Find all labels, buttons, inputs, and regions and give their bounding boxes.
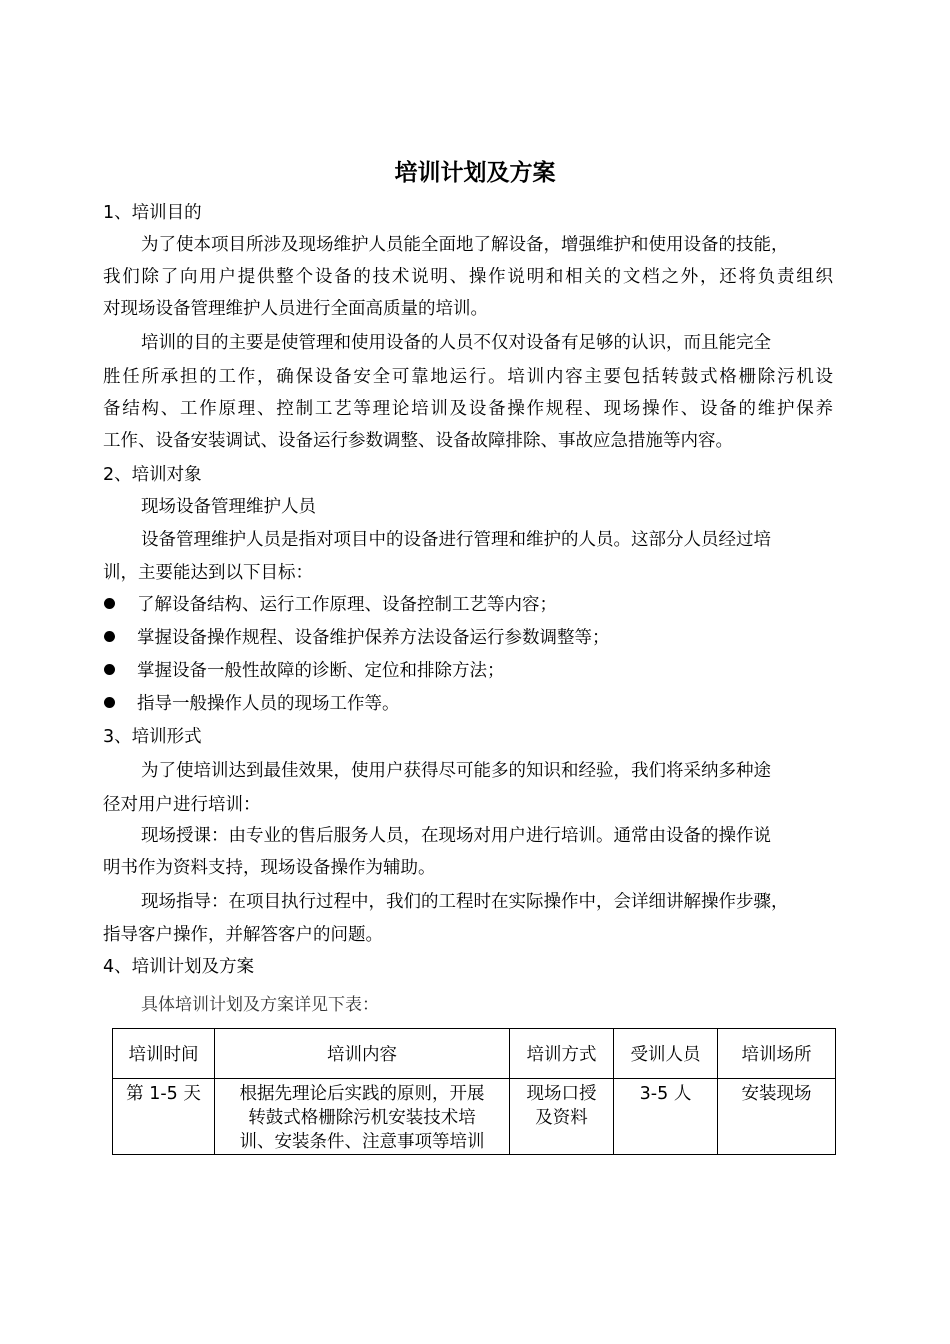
paragraph-line: 现场指导：在项目执行过程中，我们的工程时在实际操作中，会详细讲解操作步骤， (141, 892, 789, 912)
bullet-text: 掌握设备操作规程、设备维护保养方法设备运行参数调整等； (137, 628, 610, 648)
bullet-text: 指导一般操作人员的现场工作等。 (137, 694, 400, 714)
paragraph-line: 设备管理维护人员是指对项目中的设备进行管理和维护的人员。这部分人员经过培 (141, 530, 771, 550)
bullet-item (103, 655, 505, 687)
bullet-icon (104, 664, 115, 675)
bullet-item (103, 688, 400, 720)
bullet-text: 掌握设备一般性故障的诊断、定位和排除方法； (137, 661, 505, 681)
table-note: 具体培训计划及方案详见下表： (141, 995, 379, 1015)
header-method: 培训方式 (510, 1029, 614, 1079)
table-header-row (113, 1029, 836, 1079)
cell-content-line: 转鼓式格栅除污机安装技术培 (248, 1108, 476, 1128)
cell-place: 安装现场 (718, 1079, 836, 1155)
paragraph-line: 训，主要能达到以下目标： (103, 563, 313, 583)
cell-time: 第 1-5 天 (113, 1079, 215, 1155)
bullet-item (103, 622, 610, 654)
paragraph-line: 现场设备管理维护人员 (141, 497, 316, 517)
cell-people: 3-5 人 (614, 1079, 718, 1155)
header-people: 受训人员 (614, 1029, 718, 1079)
page-title: 培训计划及方案 (394, 159, 556, 186)
paragraph-line: 我们除了向用户提供整个设备的技术说明、操作说明和相关的文档之外，还将负责组织 (103, 267, 833, 287)
section-heading-2: 2、培训对象 (103, 465, 202, 485)
training-plan-table (112, 1028, 836, 1155)
section-heading-4: 4、培训计划及方案 (103, 957, 255, 977)
paragraph-line: 明书作为资料支持，现场设备操作为辅助。 (103, 858, 436, 878)
section-heading-1: 1、培训目的 (103, 203, 202, 223)
paragraph-line: 备结构、工作原理、控制工艺等理论培训及设备操作规程、现场操作、设备的维护保养 (103, 399, 833, 419)
paragraph-line: 对现场设备管理维护人员进行全面高质量的培训。 (103, 299, 488, 319)
bullet-icon (104, 631, 115, 642)
cell-method (510, 1079, 614, 1155)
header-place: 培训场所 (718, 1029, 836, 1079)
header-time: 培训时间 (113, 1029, 215, 1079)
section-heading-3: 3、培训形式 (103, 727, 202, 747)
cell-content-line: 训、安装条件、注意事项等培训 (239, 1132, 485, 1152)
bullet-text: 了解设备结构、运行工作原理、设备控制工艺等内容； (137, 595, 557, 615)
cell-content (215, 1079, 510, 1155)
cell-content-line: 根据先理论后实践的原则，开展 (239, 1084, 485, 1104)
bullet-icon (104, 697, 115, 708)
paragraph-line: 为了使培训达到最佳效果，使用户获得尽可能多的知识和经验，我们将采纳多种途 (141, 761, 771, 781)
bullet-item (103, 589, 557, 621)
paragraph-line: 径对用户进行培训： (103, 795, 261, 815)
cell-method-line: 及资料 (535, 1108, 588, 1128)
paragraph-line: 培训的目的主要是使管理和使用设备的人员不仅对设备有足够的认识，而且能完全 (141, 333, 771, 353)
table-row (113, 1079, 836, 1155)
cell-method-line: 现场口授 (526, 1084, 597, 1104)
paragraph-line: 胜任所承担的工作，确保设备安全可靠地运行。培训内容主要包括转鼓式格栅除污机设 (103, 367, 833, 387)
paragraph-line: 现场授课：由专业的售后服务人员，在现场对用户进行培训。通常由设备的操作说 (141, 826, 771, 846)
paragraph-line: 指导客户操作，并解答客户的问题。 (103, 925, 383, 945)
bullet-icon (104, 598, 115, 609)
paragraph-line: 工作、设备安装调试、设备运行参数调整、设备故障排除、事故应急措施等内容。 (103, 431, 733, 451)
paragraph-line: 为了使本项目所涉及现场维护人员能全面地了解设备，增强维护和使用设备的技能， (141, 235, 789, 255)
header-content: 培训内容 (215, 1029, 510, 1079)
